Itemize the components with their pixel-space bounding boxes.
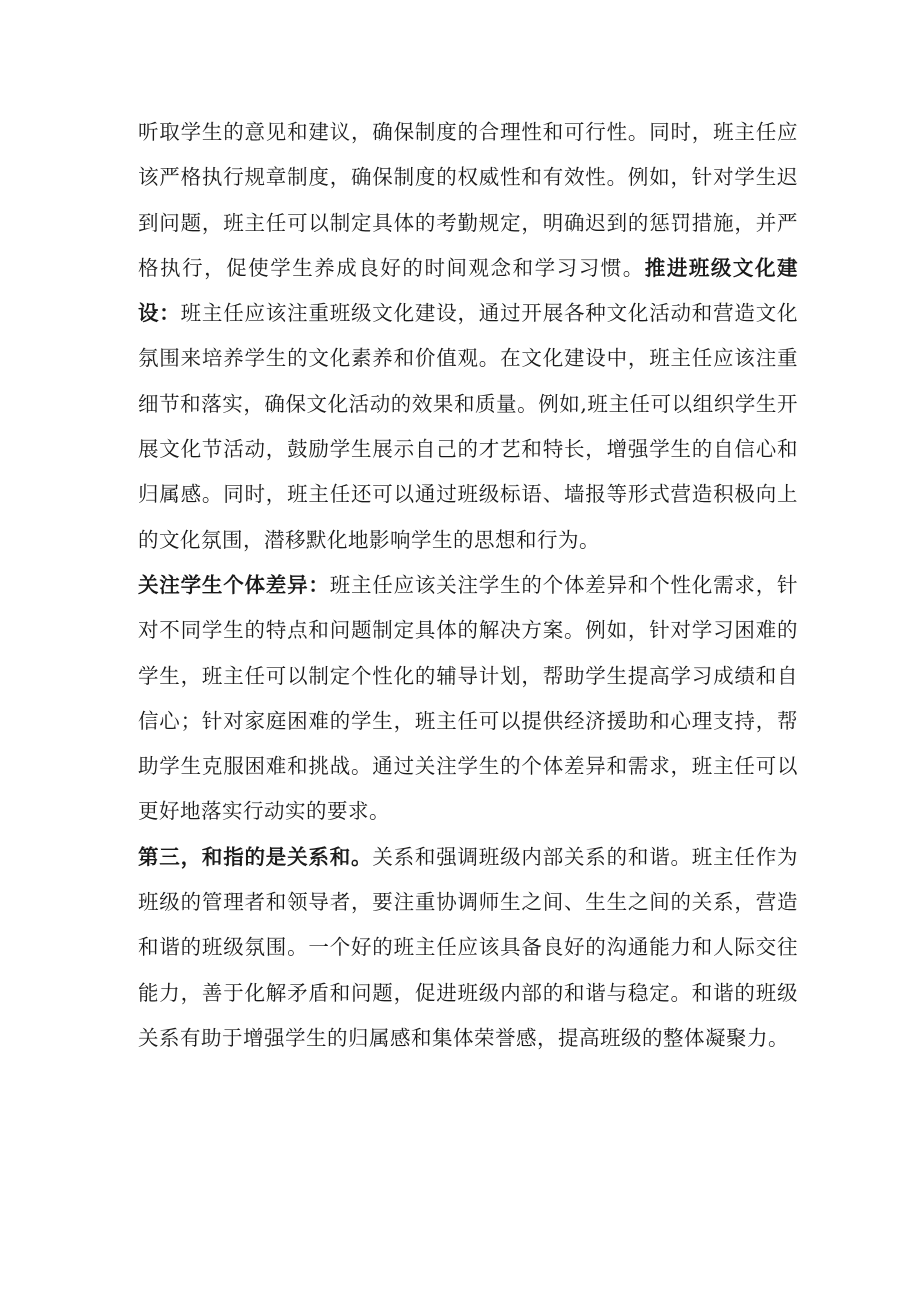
heading-class-culture: 推进班级文化建设： xyxy=(138,255,799,326)
heading-relationship-harmony: 第三，和指的是关系和。 xyxy=(138,844,373,869)
heading-individual-differences: 关注学生个体差异： xyxy=(138,572,330,597)
paragraph-relationship-harmony xyxy=(138,835,798,1061)
paragraph-class-culture xyxy=(138,110,798,563)
text-segment: 班主任应该关注学生的个体差异和个性化需求，针对不同学生的特点和问题制定具体的解决方案。例如，针对学习困难的学生，班主任可以制定个性化的辅导计划，帮助学生提高学习成绩和自信心；针对家庭困难的学生，班主任可以提供经济援助和心理支持，帮助学生克服困难和挑战。通过关注学生的个体差异和需求，班主任可以更好地落实行动实的要求。 xyxy=(138,572,799,824)
text-segment: 班主任应该注重班级文化建设，通过开展各种文化活动和营造文化氛围来培养学生的文化素养和价值观。在文化建设中，班主任应该注重细节和落实，确保文化活动的效果和质量。例如,班主任可以组织学生开展文化节活动，鼓励学生展示自己的才艺和特长，增强学生的自信心和归属感。同时，班主任还可以通过班级标语、墙报等形式营造积极向上的文化氛围，潜移默化地影响学生的思想和行为。 xyxy=(138,301,799,552)
paragraph-individual-differences xyxy=(138,563,798,835)
text-segment: 听取学生的意见和建议，确保制度的合理性和可行性。同时，班主任应该严格执行规章制度，确保制度的权威性和有效性。例如，针对学生迟到问题，班主任可以制定具体的考勤规定，明确迟到的惩罚措施，并严格执行，促使学生养成良好的时间观念和学习习惯。 xyxy=(138,120,798,280)
document-page xyxy=(138,110,798,1061)
text-segment: 关系和强调班级内部关系的和谐。班主任作为班级的管理者和领导者，要注重协调师生之间、生生之间的关系，营造和谐的班级氛围。一个好的班主任应该具备良好的沟通能力和人际交往能力，善于化解矛盾和问题，促进班级内部的和谐与稳定。和谐的班级关系有助于增强学生的归属感和集体荣誉感，提高班级的整体凝聚力。 xyxy=(138,844,799,1050)
